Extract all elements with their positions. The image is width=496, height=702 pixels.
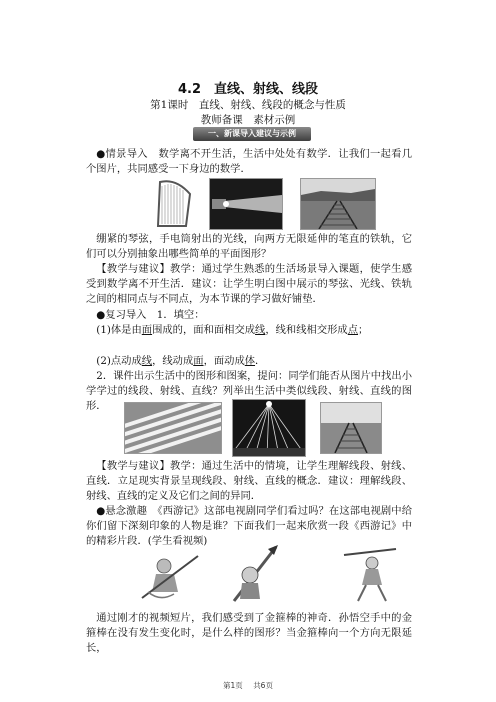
review-intro-paragraph: ●复习导入 1．填空： <box>96 309 205 321</box>
lesson-title: 4.2 直线、射线、线段 <box>177 82 319 97</box>
blank-answer: 面 <box>193 355 204 367</box>
scenario-intro-paragraph: ●情景导入 数学离不开生活，生活中处处有数学．让我们一起看几个图片，共同感受一下身边的数学． <box>86 148 412 176</box>
monkey-king-image-3 <box>340 545 400 603</box>
golden-staff-paragraph: 通过刚才的视频短片，我们感受到了金箍棒的神奇．孙悟空手中的金箍棒在没有发生变化时，是什么样的图形？当金箍棒向一个方向无限延长， <box>86 612 412 655</box>
fill-blank-item-2: (2)点动成线，线动成面，面动成体． <box>96 355 266 367</box>
page-footer <box>0 680 496 691</box>
blank-answer: 线 <box>141 355 153 367</box>
crosswalk-image <box>124 402 222 454</box>
courseware-question-paragraph: 2．课件出示生活中的图形和图案，提问：同学们能否从图片中找出小学学过的线段、射线、直线？列举出生活中类似线段、射线、直线的图形． <box>86 370 412 413</box>
blank-answer: 线 <box>255 324 266 336</box>
lesson-subtitle: 第1课时 直线、射线、线段的概念与性质 <box>150 99 346 111</box>
monkey-king-image-1 <box>140 552 200 602</box>
teaching-suggestion-paragraph-2: 【教学与建议】教学：通过生活中的情境，让学生理解线段、射线、直线．立足现实背景呈现线段、射线、直线的概念．建议：理解线段、射线、直线的定义及它们之间的异同． <box>86 460 412 503</box>
suspense-intro-paragraph: ●悬念激趣 《西游记》这部电视剧同学们看过吗？在这部电视剧中给你们留下深刻印象的人物是谁？下面我们一起来欣赏一段《西游记》中的精彩片段．(学生看视频) <box>86 505 412 548</box>
lesson-section-label: 教师备课 素材示例 <box>200 114 296 126</box>
harp-image <box>150 178 198 228</box>
blank-answer: 体 <box>244 355 256 367</box>
railway-image <box>300 178 376 230</box>
image-question-paragraph: 绷紧的琴弦，手电筒射出的光线，向两方无限延伸的笔直的铁轨，它们可以分别抽象出哪些简单的平面图形？ <box>86 233 412 261</box>
page-number: 第1页 <box>223 681 243 690</box>
blank-answer: 点 <box>347 324 359 336</box>
railway-image-2 <box>320 402 382 454</box>
monkey-king-image-2 <box>228 545 280 605</box>
flashlight-beam-image <box>209 178 283 230</box>
total-pages: 共6页 <box>253 681 273 690</box>
blank-answer: 面 <box>141 324 153 336</box>
light-rays-image <box>232 399 306 457</box>
section-banner: 一、新课导入建议与示例 <box>193 127 311 141</box>
teaching-suggestion-paragraph-1: 【教学与建议】教学：通过学生熟悉的生活场景导入课题，使学生感受到数学离不开生活．建议：让学生明白图中展示的琴弦、光线、铁轨之间的相同点与不同点，为本节课的学习做好铺垫． <box>86 263 412 306</box>
fill-blank-item-1: (1)体是由面围成的，面和面相交成线，线和线相交形成点； <box>96 324 369 336</box>
